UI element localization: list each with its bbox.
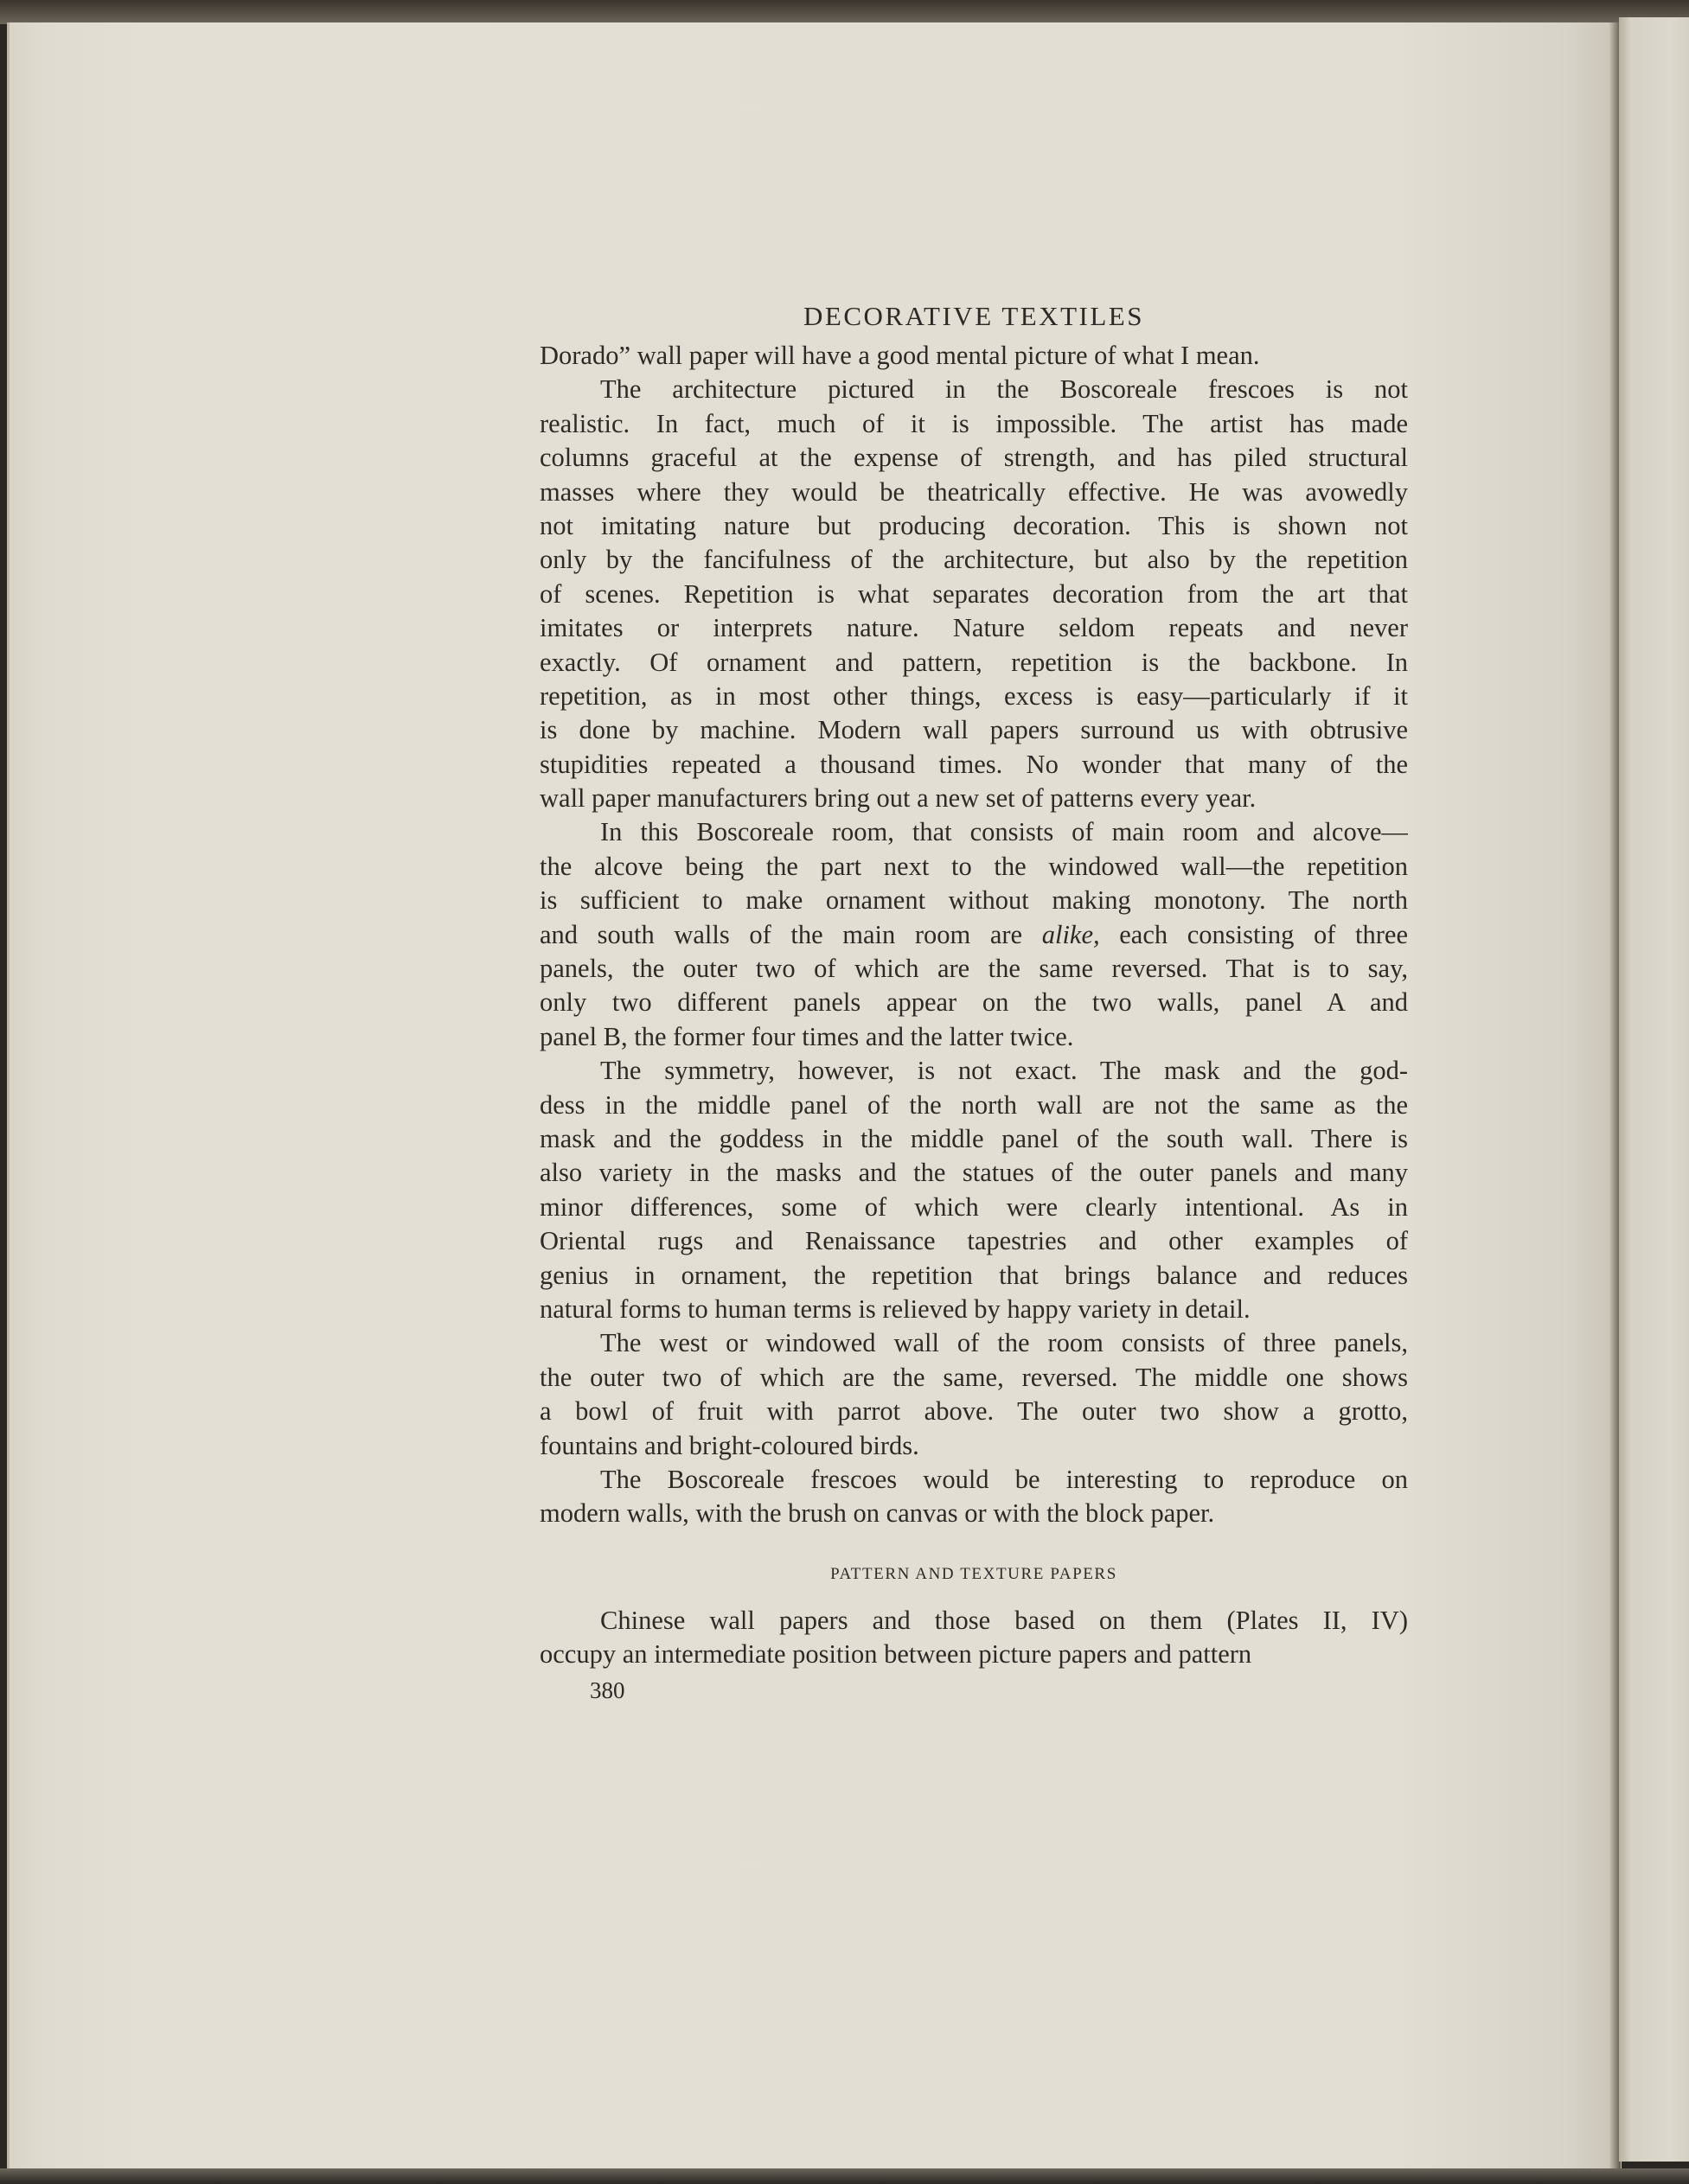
text-line: repetition, as in most other things, excess is easy—particularly if it — [540, 680, 1408, 711]
text-line: stupidities repeated a thousand times. No wonder that many of the — [540, 749, 1408, 779]
top-edge-shadow — [0, 0, 1689, 24]
text-line: Dorado” wall paper will have a good mental picture of what I mean. — [540, 341, 1260, 370]
section-paragraph — [540, 1604, 1408, 1672]
page-text-block — [540, 294, 1408, 1706]
paragraph — [540, 815, 1408, 1054]
paragraph — [540, 1463, 1408, 1531]
facing-page-edge — [1619, 17, 1689, 2162]
text-line: In this Boscoreale room, that consists of main room and alcove— — [600, 817, 1408, 847]
text-line: only by the fancifulness of the architecture, but also by the repetition — [540, 545, 1408, 575]
text-line: fountains and bright-coloured birds. — [540, 1430, 919, 1460]
text-line: and south walls of the main room are alike, each consisting of three — [540, 919, 1408, 949]
text-line: not imitating nature but producing decoration. This is shown not — [540, 510, 1408, 540]
text-line: mask and the goddess in the middle panel of the south wall. There is — [540, 1123, 1408, 1153]
page-number: 380 — [590, 1677, 625, 1704]
text-line: Oriental rugs and Renaissance tapestries and other examples of — [540, 1226, 1408, 1256]
text-line: modern walls, with the brush on canvas or with the block paper. — [540, 1498, 1215, 1529]
text-line: panel B, the former four times and the latter twice. — [540, 1021, 1074, 1051]
paragraph — [540, 373, 1408, 815]
paragraph — [540, 1054, 1408, 1326]
bottom-edge-shadow — [0, 2168, 1689, 2184]
text-line: is sufficient to make ornament without making monotony. The north — [540, 885, 1408, 916]
section-heading: PATTERN AND TEXTURE PAPERS — [830, 1564, 1117, 1583]
paragraph — [540, 339, 1408, 373]
text-line: The west or windowed wall of the room consists of three panels, — [600, 1328, 1408, 1358]
body-text — [540, 339, 1408, 1531]
text-line: masses where they would be theatrically effective. He was avowedly — [540, 476, 1408, 507]
text-line: exactly. Of ornament and pattern, repetition is the backbone. In — [540, 647, 1408, 677]
text-line: natural forms to human terms is relieved by happy variety in detail. — [540, 1293, 1251, 1324]
text-line: wall paper manufacturers bring out a new set of patterns every year. — [540, 783, 1257, 814]
text-line: the outer two of which are the same, reversed. The middle one shows — [540, 1362, 1408, 1392]
text-line: columns graceful at the expense of strength, and has piled structural — [540, 443, 1408, 473]
text-line: The architecture pictured in the Boscoreale frescoes is not — [600, 374, 1408, 405]
running-head: DECORATIVE TEXTILES — [803, 301, 1144, 331]
text-line: imitates or interprets nature. Nature seldom repeats and never — [540, 613, 1408, 643]
emphasis: alike, — [1041, 919, 1100, 949]
text-line: minor differences, some of which were clearly intentional. As in — [540, 1191, 1408, 1222]
text-line: only two different panels appear on the two walls, panel A and — [540, 987, 1408, 1018]
text-line: is done by machine. Modern wall papers surround us with obtrusive — [540, 715, 1408, 745]
paragraph — [540, 1326, 1408, 1463]
text-line: panels, the outer two of which are the same reversed. That is to say, — [540, 954, 1408, 984]
text-line: the alcove being the part next to the windowed wall—the repetition — [540, 851, 1408, 881]
text-line: genius in ornament, the repetition that brings balance and reduces — [540, 1260, 1408, 1290]
text-line: occupy an intermediate position between picture papers and pattern — [540, 1639, 1252, 1670]
text-line: a bowl of fruit with parrot above. The outer two show a grotto, — [540, 1396, 1408, 1427]
text-line: realistic. In fact, much of it is impossible. The artist has made — [540, 408, 1408, 438]
text-line: The Boscoreale frescoes would be interesting to reproduce on — [600, 1464, 1408, 1494]
text-line: Chinese wall papers and those based on them (Plates II, IV) — [600, 1605, 1408, 1635]
text-line: also variety in the masks and the statues of the outer panels and many — [540, 1158, 1408, 1188]
paragraph — [540, 1604, 1408, 1672]
text-line: of scenes. Repetition is what separates decoration from the art that — [540, 578, 1408, 609]
text-line: The symmetry, however, is not exact. The mask and the god- — [600, 1056, 1408, 1086]
text-line: dess in the middle panel of the north wall are not the same as the — [540, 1089, 1408, 1120]
